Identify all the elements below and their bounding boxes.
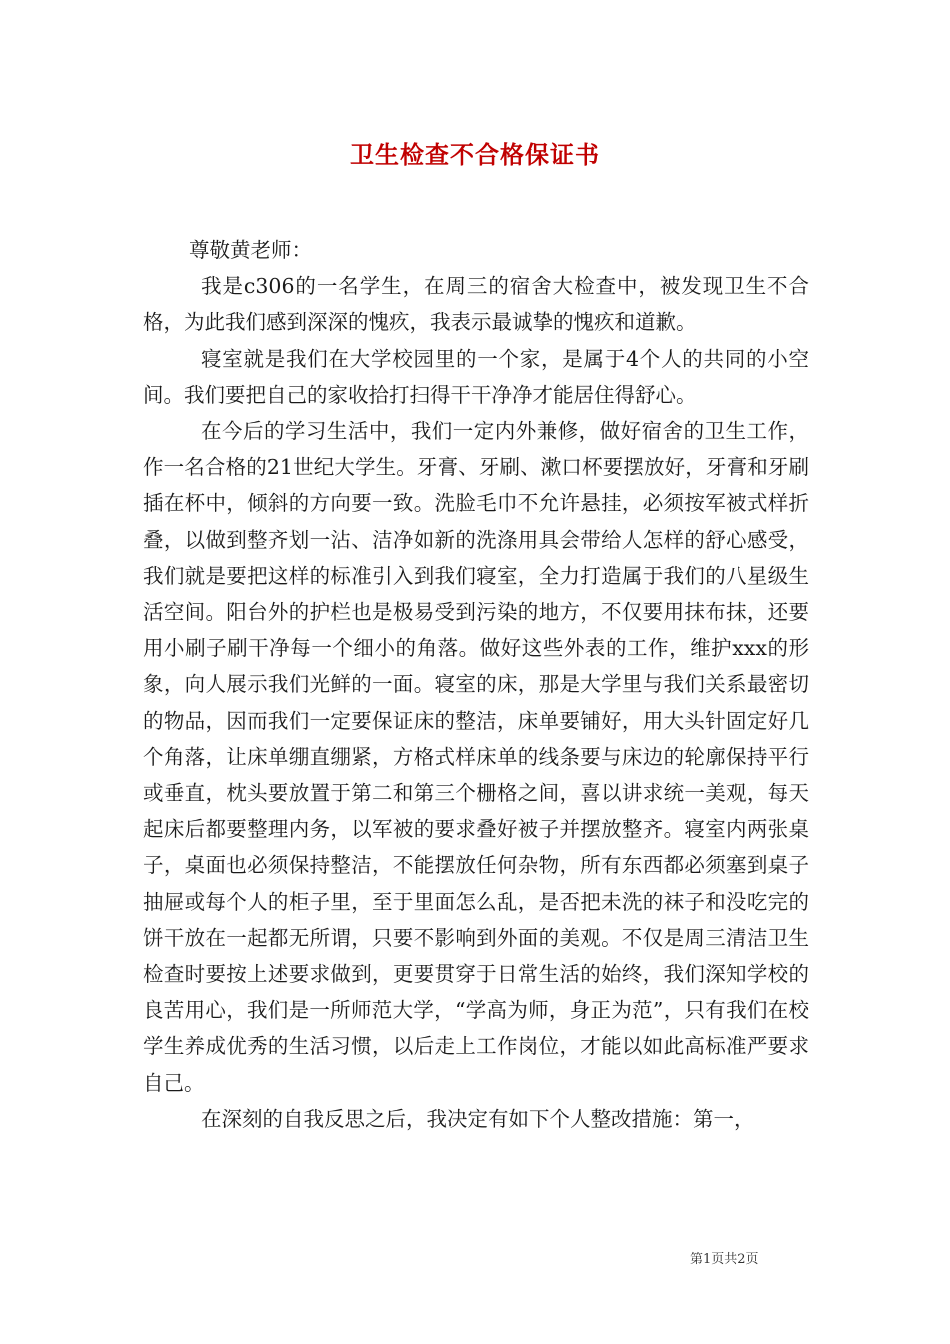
document-title: 卫生检查不合格保证书 bbox=[350, 140, 600, 169]
page-number: 第1页共2页 bbox=[690, 1252, 759, 1267]
paragraph-3: 在今后的学习生活中，我们一定内外兼修，做好宿舍的卫生工作，作一名合格的21世纪大学生。牙膏、牙刷、漱口杯要摆放好，牙膏和牙刷插在杯中，倾斜的方向要一致。洗脸毛巾不允许悬挂，必须按军被式样折叠，以做到整齐划一沾、洁净如新的洗涤用具会带给人怎样的舒心感受，我们就是要把这样的标准引入到我们寝室，全力打造属于我们的八星级生活空间。阳台外的护栏也是极易受到污染的地方，不仅要用抹布抹，还要用小刷子刷干净每一个细小的角落。做好这些外表的工作，维护xxx的形象，向人展示我们光鲜的一面。寝室的床，那是大学里与我们关系最密切的物品，因而我们一定要保证床的整洁，床单要铺好，用大头针固定好几个角落，让床单绷直绷紧，方格式样床单的线条要与床边的轮廓保持平行或垂直，枕头要放置于第二和第三个栅格之间，喜以讲求统一美观，每天起床后都要整理内务，以军被的要求叠好被子并摆放整齐。寝室内两张桌子，桌面也必须保持整洁，不能摆放任何杂物，所有东西都必须塞到桌子抽屉或每个人的柜子里，至于里面怎么乱，是否把未洗的袜子和没吃完的饼干放在一起都无所谓，只要不影响到外面的美观。不仅是周三清洁卫生检查时要按上述要求做到，更要贯穿于日常生活的始终，我们深知学校的良苦用心，我们是一所师范大学，“学高为师，身正为范”，只有我们在校学生养成优秀的生活习惯，以后走上工作岗位，才能以如此高标准严要求自己。 bbox=[143, 419, 809, 1095]
paragraph-2: 寝室就是我们在大学校园里的一个家，是属于4个人的共同的小空间。我们要把自己的家收拾打扫得干干净净才能居住得舒心。 bbox=[143, 346, 809, 407]
paragraph-4: 在深刻的自我反思之后，我决定有如下个人整改措施：第一， bbox=[201, 1106, 755, 1131]
document-body bbox=[143, 232, 809, 1137]
salutation: 尊敬黄老师： bbox=[189, 238, 312, 262]
paragraph-1: 我是c306的一名学生，在周三的宿舍大检查中，被发现卫生不合格，为此我们感到深深的愧疚，我表示最诚挚的愧疚和道歉。 bbox=[143, 274, 809, 335]
